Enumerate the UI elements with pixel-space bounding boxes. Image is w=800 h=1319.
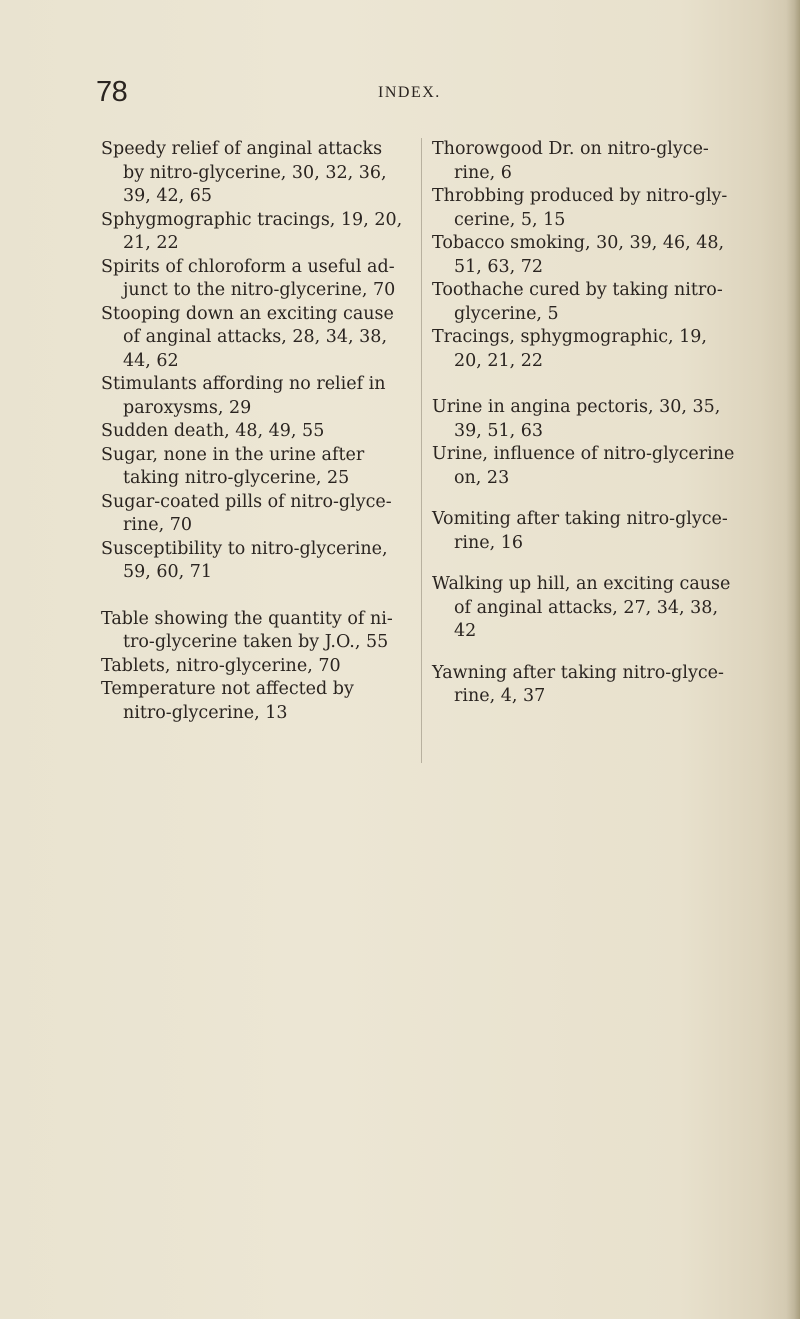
index-entry: Tobacco smoking, 30, 39, 46, 48, 51, 63, 72 <box>432 233 725 277</box>
index-entry: Walking up hill, an exciting cause of anginal attacks, 27, 34, 38, 42 <box>432 574 731 641</box>
index-entry: Sudden death, 48, 49, 55 <box>101 421 325 441</box>
index-entry: Sugar-coated pills of nitro-glyce-rine, 70 <box>101 491 392 535</box>
index-entry: Vomiting after taking nitro-glyce-rine, 16 <box>432 509 728 553</box>
index-entry: Tablets, nitro-glycerine, 70 <box>101 655 341 676</box>
index-entry: Urine, influence of nitro-glycerine on, 23 <box>432 444 735 488</box>
index-entry: Thorowgood Dr. on nitro-glyce-rine, 6 <box>432 139 709 183</box>
index-entry: Sugar, none in the urine after taking nitro-glycerine, 25 <box>101 444 365 488</box>
page-number: 78 <box>96 76 128 108</box>
index-entry: Yawning after taking nitro-glyce-rine, 4, 37 <box>432 662 724 706</box>
index-entry: Table showing the quantity of ni-tro-glycerine taken by J.O., 55 <box>101 608 393 652</box>
running-head: INDEX. <box>378 84 441 101</box>
index-entry: Spirits of chloroform a useful ad-junct to the nitro-glycerine, 70 <box>101 256 396 300</box>
index-entry: Toothache cured by taking nitro-glycerine, 5 <box>432 280 723 324</box>
index-entry: Susceptibility to nitro-glycerine, 59, 60, 71 <box>101 538 388 582</box>
index-column-right <box>432 138 737 709</box>
index-entry: Temperature not affected by nitro-glycerine, 13 <box>101 679 354 723</box>
index-entry: Urine in angina pectoris, 30, 35, 39, 51, 63 <box>432 397 721 441</box>
column-divider <box>421 138 422 763</box>
index-entry: Speedy relief of anginal attacks by nitro-glycerine, 30, 32, 36, 39, 42, 65 <box>101 139 387 206</box>
index-entry: Tracings, sphygmographic, 19, 20, 21, 22 <box>432 327 707 371</box>
index-column-left <box>101 138 406 725</box>
index-entry: Sphygmographic tracings, 19, 20, 21, 22 <box>101 209 403 253</box>
index-entry: Stimulants affording no relief in paroxysms, 29 <box>101 374 386 418</box>
page-edge-shadow <box>786 0 800 1319</box>
index-entry: Throbbing produced by nitro-gly-cerine, 5, 15 <box>432 186 728 230</box>
index-entry: Stooping down an exciting cause of anginal attacks, 28, 34, 38, 44, 62 <box>101 303 394 371</box>
